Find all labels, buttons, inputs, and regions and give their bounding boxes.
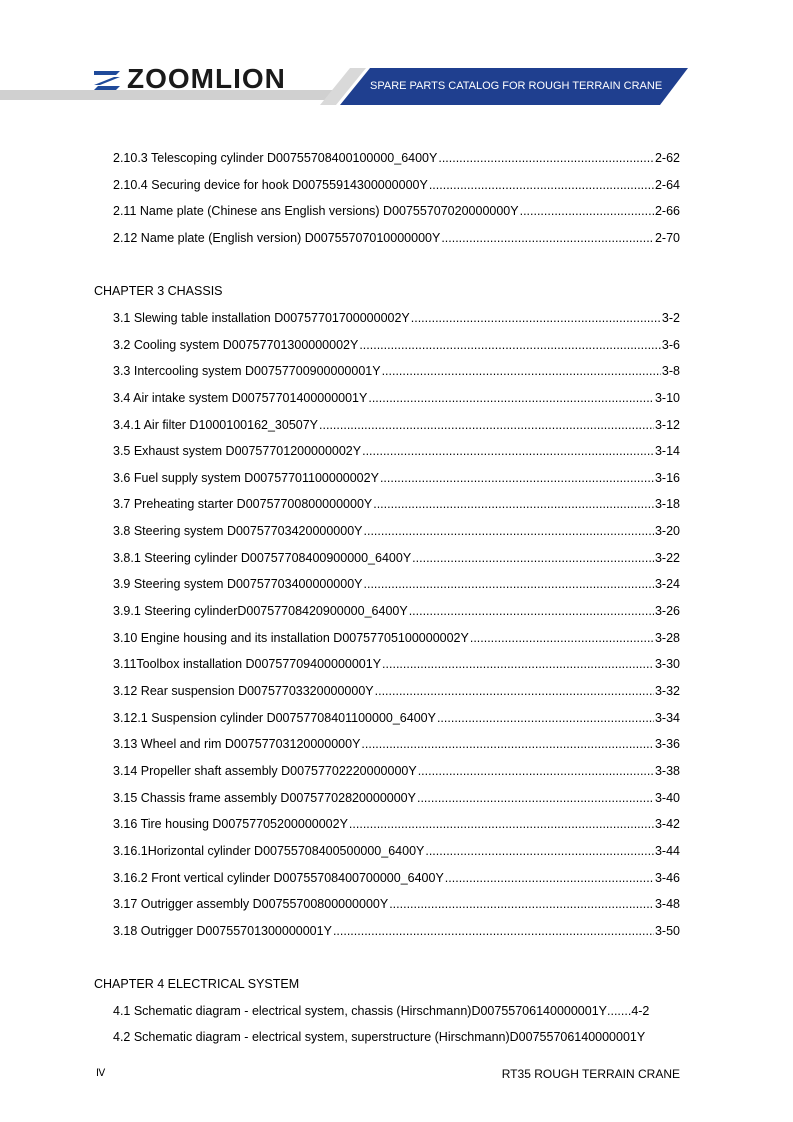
toc-leader-dots: [361, 737, 654, 751]
toc-entry-title: 3.14 Propeller shaft assembly D00757702220000000Y: [113, 764, 417, 778]
toc-leader-dots: [425, 844, 654, 858]
toc-entry[interactable]: [113, 684, 680, 698]
toc-entry-title: 4.1 Schematic diagram - electrical system, chassis (Hirschmann)D00755706140000001Y: [113, 1004, 607, 1018]
toc-entry-title: 3.13 Wheel and rim D00757703120000000Y: [113, 737, 361, 751]
toc-entry-page: 2-62: [654, 151, 680, 165]
toc-leader-dots: [417, 791, 654, 805]
toc-entry-title: 3.11Toolbox installation D00757709400000001Y: [113, 657, 382, 671]
toc-entry-title: 2.10.4 Securing device for hook D00755914300000000Y: [113, 178, 428, 192]
toc-entry[interactable]: [113, 338, 680, 352]
toc-entry[interactable]: [113, 737, 680, 751]
toc-leader-dots: [411, 311, 661, 325]
toc-entry-title: 3.8 Steering system D00757703420000000Y: [113, 524, 363, 538]
toc-entry-title: 3.8.1 Steering cylinder D00757708400900000_6400Y: [113, 551, 412, 565]
toc-leader-dots: [319, 418, 654, 432]
toc-entry-page: 2-64: [654, 178, 680, 192]
toc-entry-page: 3-10: [654, 391, 680, 405]
toc-entry[interactable]: [113, 311, 680, 325]
toc-leader-dots: [333, 924, 654, 938]
toc-entry-title: 2.11 Name plate (Chinese ans English versions) D00755707020000000Y: [113, 204, 519, 218]
toc-entry[interactable]: [113, 817, 680, 831]
toc-entry[interactable]: [113, 577, 680, 591]
toc-entry-title: 3.18 Outrigger D00755701300000001Y: [113, 924, 332, 938]
toc-entry-page: 3-16: [654, 471, 680, 485]
chapter-heading: CHAPTER 3 CHASSIS: [94, 284, 223, 298]
toc-entry-title: 3.16 Tire housing D00757705200000002Y: [113, 817, 348, 831]
toc-entry-title: 3.4.1 Air filter D1000100162_30507Y: [113, 418, 319, 432]
toc-entry-title: 2.12 Name plate (English version) D00755707010000000Y: [113, 231, 441, 245]
toc-entry[interactable]: [113, 524, 680, 538]
toc-leader-dots: [380, 471, 654, 485]
toc-leader-dots: [359, 338, 661, 352]
toc-entry-page: 3-20: [654, 524, 680, 538]
toc-entry[interactable]: [113, 364, 680, 378]
toc-entry-title: 3.5 Exhaust system D00757701200000002Y: [113, 444, 362, 458]
toc-entry-title: 2.10.3 Telescoping cylinder D00755708400100000_6400Y: [113, 151, 438, 165]
toc-leader-dots: [429, 178, 654, 192]
toc-leader-dots: [362, 444, 654, 458]
toc-leader-dots: [373, 497, 654, 511]
toc-leader-dots: [409, 604, 654, 618]
toc-leader-dots: [364, 577, 654, 591]
toc-entry-page: 3-46: [654, 871, 680, 885]
toc-entry-title: 3.1 Slewing table installation D00757701700000002Y: [113, 311, 410, 325]
toc-entry-title: 3.2 Cooling system D00757701300000002Y: [113, 338, 359, 352]
toc-entry[interactable]: [113, 231, 680, 245]
toc-entry-page: 3-50: [654, 924, 680, 938]
toc-leader-dots: [349, 817, 654, 831]
toc-entry[interactable]: [113, 444, 680, 458]
toc-leader-dots: [437, 711, 654, 725]
toc-entry-title: 3.7 Preheating starter D00757700800000000Y: [113, 497, 373, 511]
toc-entry[interactable]: [113, 897, 680, 911]
toc-entry-page: 3-26: [654, 604, 680, 618]
toc-leader-dots: [382, 364, 661, 378]
toc-entry[interactable]: [113, 418, 680, 432]
toc-entry-title: 3.10 Engine housing and its installation D00757705100000002Y: [113, 631, 469, 645]
toc-entry[interactable]: [113, 551, 680, 565]
toc-entry[interactable]: [113, 871, 680, 885]
toc-entry-page: 2-66: [654, 204, 680, 218]
toc-entry-page: 3-12: [654, 418, 680, 432]
toc-entry[interactable]: [113, 657, 680, 671]
toc-entry-page: 3-2: [661, 311, 680, 325]
toc-entry-title: 4.2 Schematic diagram - electrical system, superstructure (Hirschmann)D00755706140000001Y: [113, 1030, 646, 1044]
toc-leader-dots: [389, 897, 654, 911]
toc-leader-dots: [520, 204, 654, 218]
toc-entry-title: 3.4 Air intake system D00757701400000001Y: [113, 391, 368, 405]
toc-entry[interactable]: [113, 151, 680, 165]
toc-entry[interactable]: [113, 604, 680, 618]
toc-entry-page: 4-2: [631, 1004, 650, 1018]
toc-entry[interactable]: [113, 391, 680, 405]
toc-entry-title: 3.12 Rear suspension D00757703320000000Y: [113, 684, 374, 698]
toc-entry-title: 3.9.1 Steering cylinderD00757708420900000_6400Y: [113, 604, 408, 618]
toc-entry-page: 3-34: [654, 711, 680, 725]
toc-leader-dots: [438, 151, 654, 165]
toc-entry-page: 3-8: [661, 364, 680, 378]
footer-document-title: RT35 ROUGH TERRAIN CRANE: [501, 1067, 680, 1081]
toc-entry-page: 3-18: [654, 497, 680, 511]
toc-entry-title: 3.9 Steering system D00757703400000000Y: [113, 577, 363, 591]
toc-entry-title: 3.16.2 Front vertical cylinder D00755708400700000_6400Y: [113, 871, 444, 885]
toc-entry-page: 3-40: [654, 791, 680, 805]
toc-leader-dots: .......: [607, 1004, 632, 1018]
toc-entry-page: 3-30: [654, 657, 680, 671]
toc-entry[interactable]: [113, 631, 680, 645]
toc-entry[interactable]: [113, 497, 680, 511]
toc-entry-page: 3-24: [654, 577, 680, 591]
toc-entry-title: 3.6 Fuel supply system D00757701100000002Y: [113, 471, 379, 485]
toc-entry-page: 2-70: [654, 231, 680, 245]
toc-leader-dots: [441, 231, 654, 245]
toc-entry-title: 3.12.1 Suspension cylinder D00757708401100000_6400Y: [113, 711, 436, 725]
chapter-heading: CHAPTER 4 ELECTRICAL SYSTEM: [94, 977, 300, 991]
toc-entry[interactable]: [113, 924, 680, 938]
toc-entry-page: 3-6: [661, 338, 680, 352]
toc-entry-page: 3-28: [654, 631, 680, 645]
toc-leader-dots: [375, 684, 654, 698]
toc-leader-dots: [418, 764, 654, 778]
zoomlion-logo-icon: [90, 69, 124, 91]
toc-entry-title: 3.15 Chassis frame assembly D00757702820000000Y: [113, 791, 416, 805]
toc-leader-dots: [368, 391, 654, 405]
logo-wordmark: ZOOMLION: [127, 63, 286, 94]
catalog-banner-title: SPARE PARTS CATALOG FOR ROUGH TERRAIN CRANE: [370, 80, 663, 92]
toc-leader-dots: [412, 551, 654, 565]
toc-entry[interactable]: [113, 471, 680, 485]
toc-entry-title: 3.17 Outrigger assembly D00755700800000000Y: [113, 897, 389, 911]
toc-entry-page: 3-22: [654, 551, 680, 565]
toc-entry-title: 3.3 Intercooling system D00757700900000001Y: [113, 364, 381, 378]
toc-entry-page: 3-42: [654, 817, 680, 831]
toc-entry-page: 3-14: [654, 444, 680, 458]
toc-entry[interactable]: [113, 711, 680, 725]
toc-entry[interactable]: [113, 844, 680, 858]
toc-entry[interactable]: [113, 764, 680, 778]
toc-leader-dots: [470, 631, 654, 645]
toc-entry[interactable]: [113, 204, 680, 218]
toc-entry-page: 3-48: [654, 897, 680, 911]
toc-entry[interactable]: [113, 791, 680, 805]
toc-entry[interactable]: [113, 178, 680, 192]
toc-entry[interactable]: [113, 1004, 680, 1018]
toc-leader-dots: [445, 871, 654, 885]
toc-leader-dots: [364, 524, 654, 538]
toc-leader-dots: [382, 657, 654, 671]
toc-entry-page: 3-44: [654, 844, 680, 858]
toc-entry-page: 3-38: [654, 764, 680, 778]
footer-page-number: Ⅳ: [96, 1068, 106, 1079]
toc-entry[interactable]: [113, 1030, 680, 1044]
toc-entry-title: 3.16.1Horizontal cylinder D00755708400500000_6400Y: [113, 844, 425, 858]
toc-entry-page: 3-32: [654, 684, 680, 698]
toc-entry-page: 3-36: [654, 737, 680, 751]
